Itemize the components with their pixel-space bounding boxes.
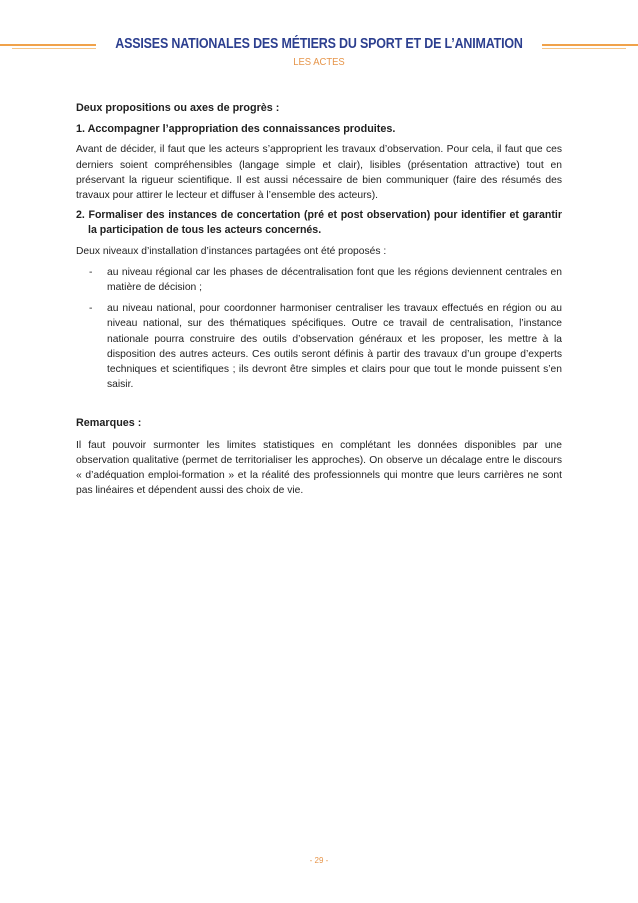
levels-list xyxy=(76,265,562,393)
list-item xyxy=(76,265,562,295)
page-content xyxy=(76,101,562,498)
list-item-text: au niveau national, pour coordonner harmoniser centraliser les travaux effectués en région ou au niveau national, sur des thématiques spécifiques. Outre ce travail de centralisation, l’instance nationale pourra construire des outils d’observation généraux et les proposer, les mettre à la disposition des autres acteurs. Ces outils seront définis à partir des travaux d’un groupe d’experts techniques et scientifiques ; ils devront être simples et clairs pour que tout le monde puissent s’en saisir. xyxy=(107,303,562,391)
list-item-text: au niveau régional car les phases de décentralisation font que les régions deviennent centrales en matière de décision ; xyxy=(107,266,562,294)
spacer xyxy=(76,398,562,416)
item2-intro: Deux niveaux d’installation d’instances partagées ont été proposés : xyxy=(76,245,387,257)
item2-title: 2. Formaliser des instances de concertation (pré et post observation) pour identifier et garantir la participation de tous les acteurs concernés. xyxy=(76,209,562,237)
list-item xyxy=(76,301,562,392)
dash-marker: - xyxy=(89,303,93,315)
section-title: Deux propositions ou axes de progrès : xyxy=(76,102,280,114)
page-number: - 29 - xyxy=(309,856,329,865)
item1-title: 1. Accompagner l’appropriation des connaissances produites. xyxy=(76,123,396,136)
item1-paragraph: Avant de décider, il faut que les acteurs s’approprient les travaux d’observation. Pour cela, il faut que ces derniers soient compréhensibles (langage simple et clair), lisibles (présentation attractive) tout en préservant la rigueur scientifique. Il est aussi nécessaire de bien communiquer (faire des résumés des travaux pour attirer le lecteur et diffuser à l’ensemble des acteurs). xyxy=(76,144,562,202)
remarks-paragraph: Il faut pouvoir surmonter les limites statistiques en complétant les données disponibles par une observation qualitative (permet de territorialiser les approches). On observe un décalage entre le discours « d’adéquation emploi-formation » et la réalité des professionnels qui montre que leurs carrières ne sont pas linéaires et dépendent aussi des choix de vie. xyxy=(76,439,562,497)
dash-marker: - xyxy=(89,266,93,278)
document-subtitle: LES ACTES xyxy=(293,56,345,68)
remarks-title: Remarques : xyxy=(76,417,142,430)
document-title: ASSISES NATIONALES DES MÉTIERS DU SPORT ET DE L’ANIMATION xyxy=(115,36,523,52)
